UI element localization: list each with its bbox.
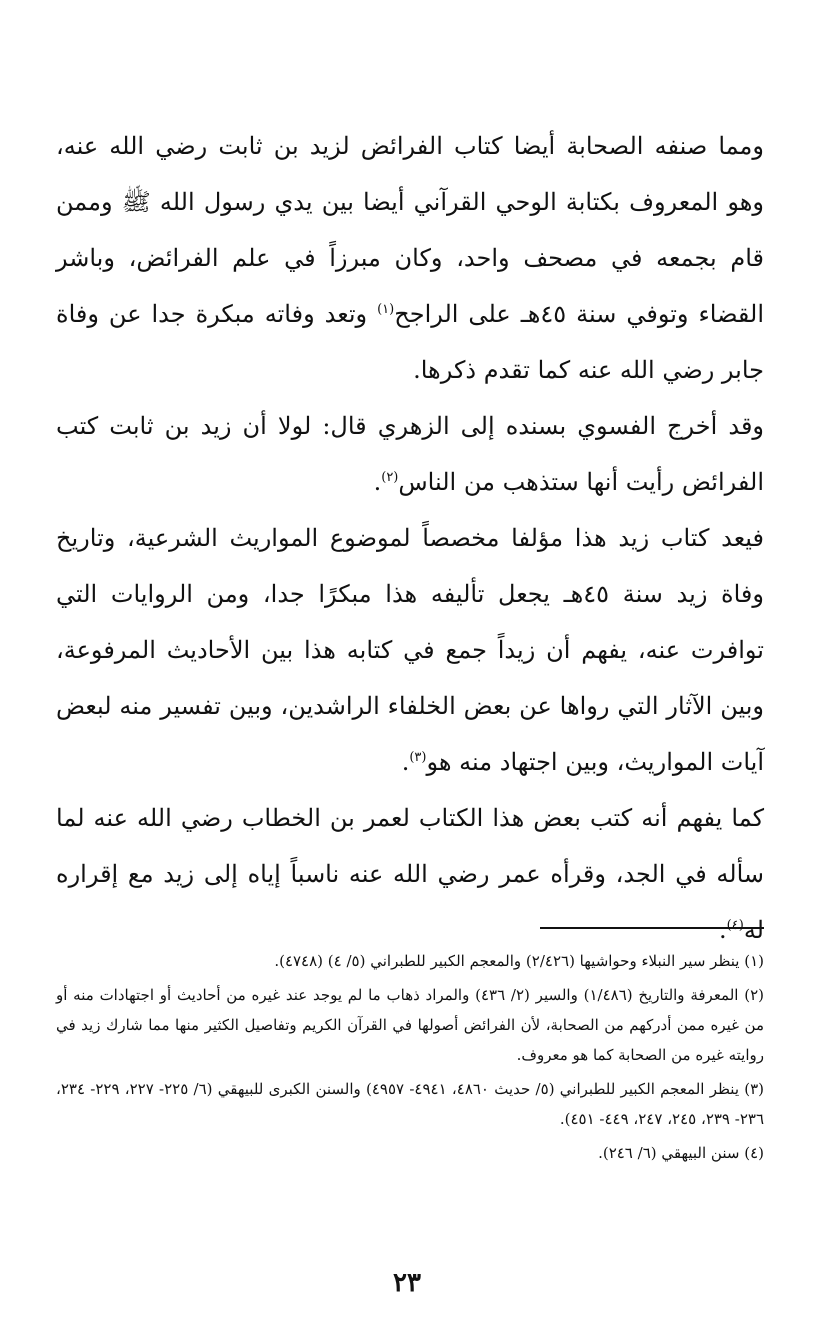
paragraph-text: وتعد وفاته مبكرة جدا عن وفاة جابر رضي الله عنه كما تقدم ذكرها. [56, 300, 764, 384]
footnote-ref: (٤) [726, 918, 744, 933]
footnote: (٣) ينظر المعجم الكبير للطبراني (٥/ حديث ٤٨٦٠، ٤٩٤١- ٤٩٥٧) والسنن الكبرى للبيهقي (٦/ ٢٢٥- ٢٢٧، ٢٢٩- ٢٣٤، ٢٣٦- ٢٣٩، ٢٤٥، ٢٤٧، ٤٤٩- ٤٥١). [56, 1080, 765, 1128]
paragraph-text: كما يفهم أنه كتب بعض هذا الكتاب لعمر بن الخطاب رضي الله عنه لما سأله في الجد، وقرأه عمر رضي الله عنه ناسباً إياه إلى زيد مع إقراره له [56, 804, 764, 944]
main-text [56, 118, 764, 958]
footnote-ref: (٣) [409, 750, 427, 765]
paragraph-text: وقد أخرج الفسوي بسنده إلى الزهري قال: لولا أن زيد بن ثابت كتب الفرائض رأيت أنها ستذهب من الناس [56, 412, 764, 496]
paragraph-text: . [719, 916, 727, 944]
footnotes [56, 946, 764, 1172]
footnote-ref: (١) [377, 302, 395, 317]
paragraph-text: فيعد كتاب زيد هذا مؤلفا مخصصاً لموضوع المواريث الشرعية، وتاريخ وفاة زيد سنة ٤٥هـ يجعل تأليفه هذا مبكرًا جدا، ومن الروايات التي توافرت عنه، يفهم أن زيداً جمع في كتابه هذا بين الأحاديث المرفوعة، وبين الآثار التي رواها عن بعض الخلفاء الراشدين، وبين تفسير منه لبعض آيات المواريث، وبين اجتهاد منه هو [56, 524, 765, 776]
footnote-separator [540, 927, 764, 929]
paragraph [56, 398, 764, 510]
paragraph [56, 118, 764, 398]
paragraph-text: ومما صنفه الصحابة أيضا كتاب الفرائض لزيد بن ثابت رضي الله عنه، وهو المعروف بكتابة الوحي القرآني أيضا بين يدي رسول الله ﷺ وممن قام بجمعه في مصحف واحد، وكان مبرزاً في علم الفرائض، وباشر القضاء وتوفي سنة ٤٥هـ على الراجح [56, 132, 765, 328]
page-number: ٢٣ [393, 1268, 421, 1298]
paragraph-text: . [373, 468, 382, 496]
footnote: (١) ينظر سير النبلاء وحواشيها (٢/٤٢٦) والمعجم الكبير للطبراني (٥/ ٤) (٤٧٤٨). [274, 952, 764, 970]
footnote-ref: (٢) [381, 470, 399, 485]
paragraph-text: . [401, 748, 410, 776]
footnote: (٢) المعرفة والتاريخ (١/٤٨٦) والسير (٢/ ٤٣٦) والمراد ذهاب ما لم يوجد عند غيره من أحاديث أو اجتهادات منه أو من غيره ممن أدركهم من الصحابة، لأن الفرائض أصولها في القرآن الكريم وتفاصيل الكثير منها مما شارك زيد في روايته غيره من الصحابة كما هو معروف. [56, 986, 765, 1064]
paragraph [56, 790, 764, 958]
paragraph [56, 510, 764, 790]
footnote: (٤) سنن البيهقي (٦/ ٢٤٦). [598, 1144, 764, 1162]
